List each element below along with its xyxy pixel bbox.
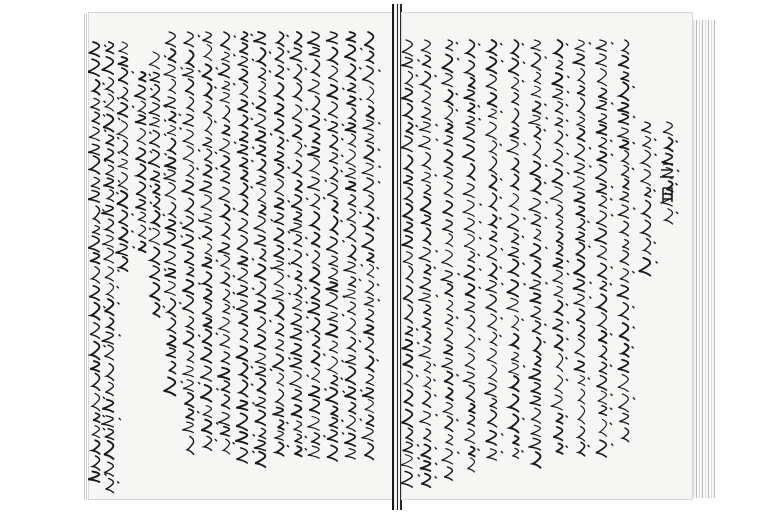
left-page-column [272,32,291,456]
right-page-column [484,40,503,460]
left-page-column [163,32,182,395]
left-page-column [253,32,272,467]
right-page [401,12,693,500]
right-page-column [401,40,420,487]
left-page-column [182,32,201,454]
right-page-column [441,40,460,480]
left-page-column [235,32,254,463]
left-page-column [217,32,236,454]
left-page-column [343,32,363,459]
left-page-column [199,32,218,450]
right-page-column [550,40,569,454]
right-page-handwriting [401,12,693,500]
left-page-column [148,52,167,317]
left-page [88,12,393,500]
right-page-column [418,40,438,487]
left-page-column [115,42,134,271]
right-page-column [573,40,592,456]
right-page-column [639,122,658,276]
left-page-column [362,32,381,459]
left-page-column [88,42,107,482]
right-page-column [617,40,635,442]
right-page-column [528,40,547,468]
left-page-column [325,32,344,461]
left-page-column [289,32,308,456]
left-page-column [307,32,327,458]
right-page-column [462,40,481,472]
right-page-column [506,40,525,458]
left-page-handwriting [88,12,393,500]
right-page-column [595,40,614,457]
right-page-column [661,122,680,224]
page-stack-edge [693,20,715,498]
